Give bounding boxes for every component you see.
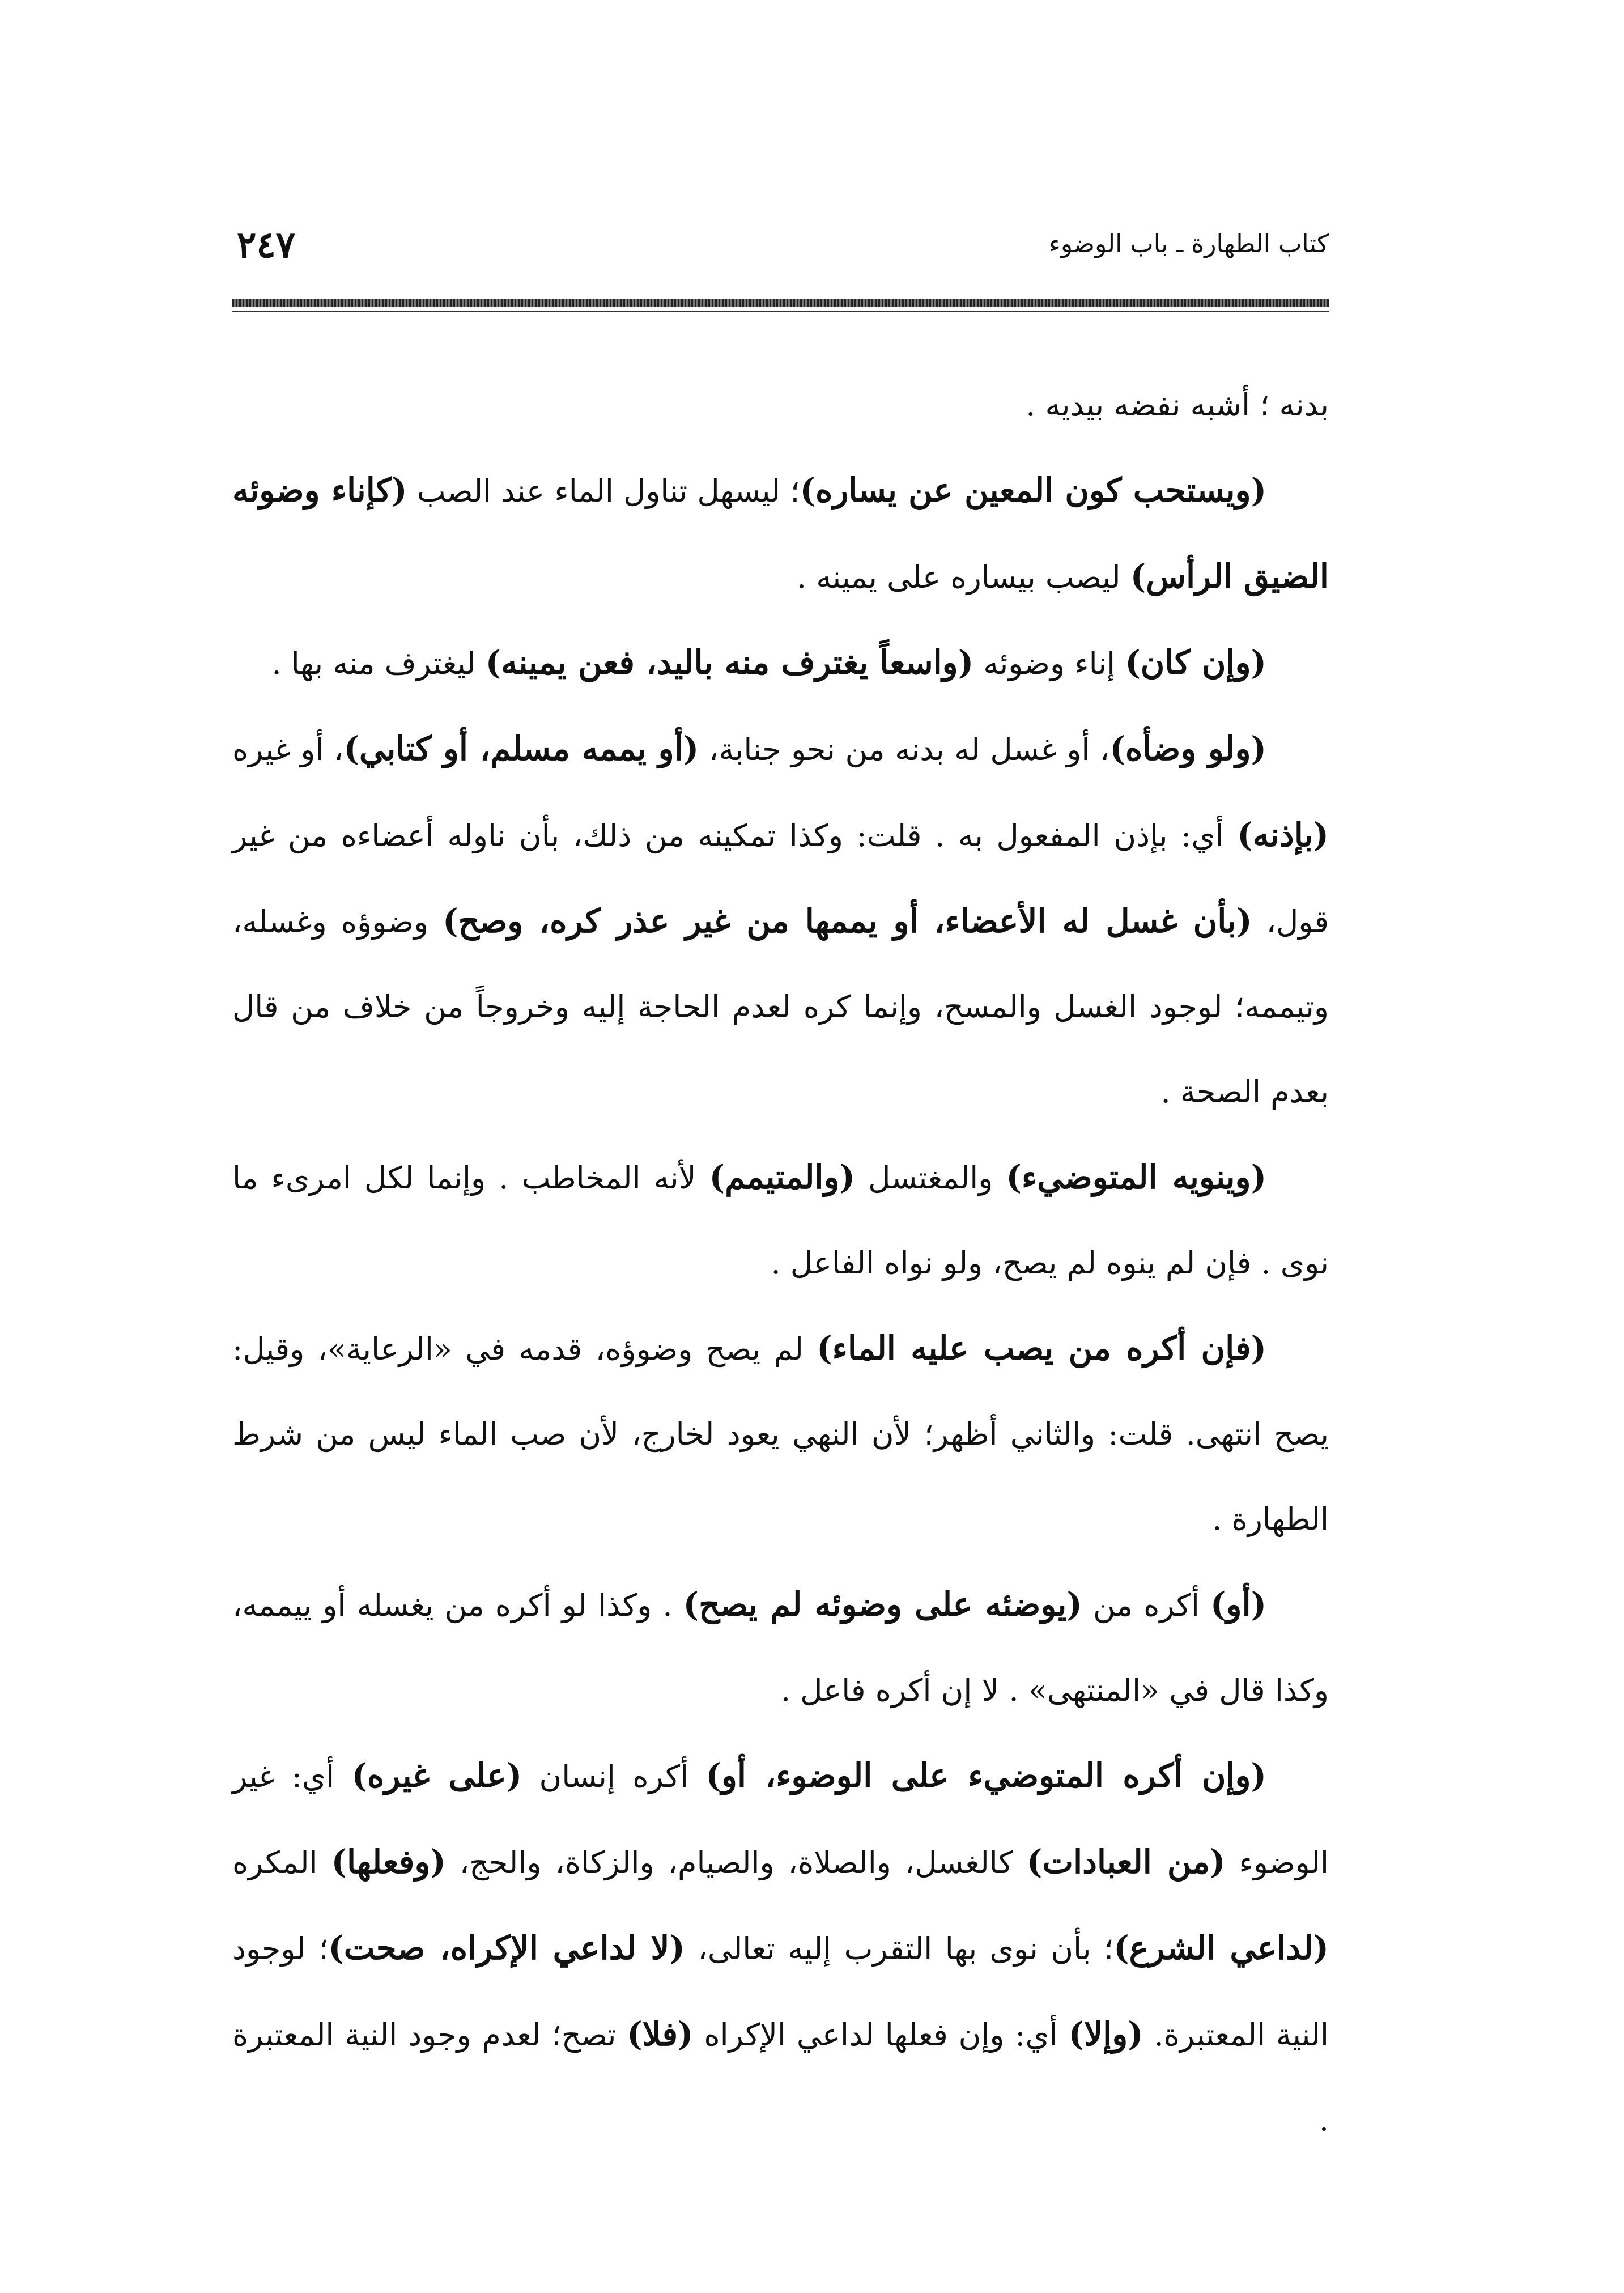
- paragraph: [232, 1562, 1329, 1733]
- running-head: كتاب الطهارة ـ باب الوضوء: [1049, 230, 1329, 258]
- commentary-text: أي: وإن فعلها لداعي الإكراه: [693, 2017, 1069, 2053]
- commentary-text: ؛ بأن نوى بها التقرب إليه تعالى،: [685, 1931, 1114, 1967]
- commentary-text: أي: غير الوضوء: [232, 1759, 1329, 1880]
- bold-matn-text: (أو): [1210, 1585, 1267, 1624]
- bold-matn-text: (أو يممه مسلم، أو كتابي): [343, 729, 699, 768]
- commentary-text: تصح؛ لعدم وجود النية المعتبرة .: [232, 2017, 1329, 2138]
- bold-matn-text: (بأن غسل له الأعضاء، أو يممها من غير عذر كره، وصح): [443, 902, 1252, 940]
- bold-matn-text: (كإناء وضوئه الضيق الرأس): [232, 471, 1329, 596]
- header-rule-thin: [232, 311, 1329, 312]
- commentary-text: ليغترف منه بها .: [271, 646, 486, 681]
- commentary-text: . وكذا لو أكره من يغسله أو ييممه، وكذا قال في «المنتهى» . لا إن أكره فاعل .: [232, 1587, 1329, 1708]
- bold-matn-text: (وينويه المتوضيء): [1006, 1158, 1267, 1196]
- bold-matn-text: (يوضئه على وضوئه لم يصح): [683, 1585, 1082, 1624]
- body-text: [232, 363, 1329, 2163]
- bold-matn-text: (فلا): [627, 2015, 694, 2053]
- commentary-text: بدنه ؛ أشبه نفضه بيديه .: [1026, 387, 1329, 423]
- bold-matn-text: (بإذنه): [1237, 816, 1329, 854]
- bold-matn-text: (ويستحب كون المعين عن يساره): [800, 471, 1267, 509]
- bold-matn-text: (لا لداعي الإكراه، صحت): [328, 1929, 685, 1967]
- commentary-text: لم يصح وضوؤه، قدمه في «الرعاية»، وقيل: يصح انتهى. قلت: والثاني أظهر؛ لأن النهي يعود لخارج، لأن صب الماء ليس من شرط الطهارة .: [232, 1331, 1329, 1537]
- paragraph: [232, 448, 1329, 620]
- page-header: [232, 224, 1329, 292]
- commentary-text: لأنه المخاطب . وإنما لكل امرىء ما نوى . فإن لم ينوه لم يصح، ولو نواه الفاعل .: [232, 1160, 1329, 1281]
- paragraph: [232, 706, 1329, 1135]
- bold-matn-text: (وفعلها): [331, 1842, 446, 1881]
- commentary-text: ليصب بيساره على يمينه .: [796, 559, 1130, 595]
- paragraph: [232, 620, 1329, 706]
- bold-matn-text: (وإن أكره المتوضيء على الوضوء، أو): [705, 1756, 1266, 1795]
- commentary-text: أي: بإذن المفعول به . قلت: وكذا تمكينه من ذلك، بأن ناوله أعضاءه من غير قول،: [232, 818, 1329, 940]
- commentary-text: إناء وضوئه: [973, 646, 1125, 681]
- bold-matn-text: (واسعاً يغترف منه باليد، فعن يمينه): [485, 643, 974, 682]
- page-number: ٢٤٧: [237, 224, 296, 266]
- paragraph: [232, 1306, 1329, 1562]
- commentary-text: المكره: [232, 1845, 331, 1880]
- paragraph: [232, 1135, 1329, 1306]
- paragraph: [232, 363, 1329, 448]
- bold-matn-text: (وإن كان): [1125, 643, 1266, 682]
- commentary-text: أكره من: [1082, 1587, 1210, 1623]
- commentary-text: ، أو غيره: [232, 732, 344, 767]
- bold-matn-text: (فإن أكره من يصب عليه الماء): [817, 1329, 1266, 1368]
- commentary-text: والمغتسل: [855, 1160, 1006, 1196]
- commentary-text: ؛ لوجود النية المعتبرة.: [232, 1931, 1329, 2053]
- commentary-text: ، أو غسل له بدنه من نحو جنابة،: [699, 732, 1110, 767]
- commentary-text: ؛ ليسهل تناول الماء عند الصب: [407, 473, 800, 509]
- header-rule: [232, 299, 1329, 307]
- bold-matn-text: (وإلا): [1068, 2015, 1143, 2053]
- commentary-text: كالغسل، والصلاة، والصيام، والزكاة، والحج،: [445, 1845, 1027, 1880]
- bold-matn-text: (على غيره): [351, 1756, 522, 1795]
- bold-matn-text: (والمتيمم): [709, 1158, 855, 1196]
- commentary-text: أكره إنسان: [522, 1759, 706, 1794]
- bold-matn-text: (ولو وضأه): [1109, 729, 1267, 768]
- paragraph: [232, 1733, 1329, 2163]
- bold-matn-text: (لداعي الشرع): [1113, 1929, 1329, 1967]
- commentary-text: وضوؤه وغسله، وتيممه؛ لوجود الغسل والمسح، وإنما كره لعدم الحاجة إليه وخروجاً من خلاف من قال بعدم الصحة .: [232, 904, 1329, 1110]
- bold-matn-text: (من العبادات): [1026, 1842, 1226, 1881]
